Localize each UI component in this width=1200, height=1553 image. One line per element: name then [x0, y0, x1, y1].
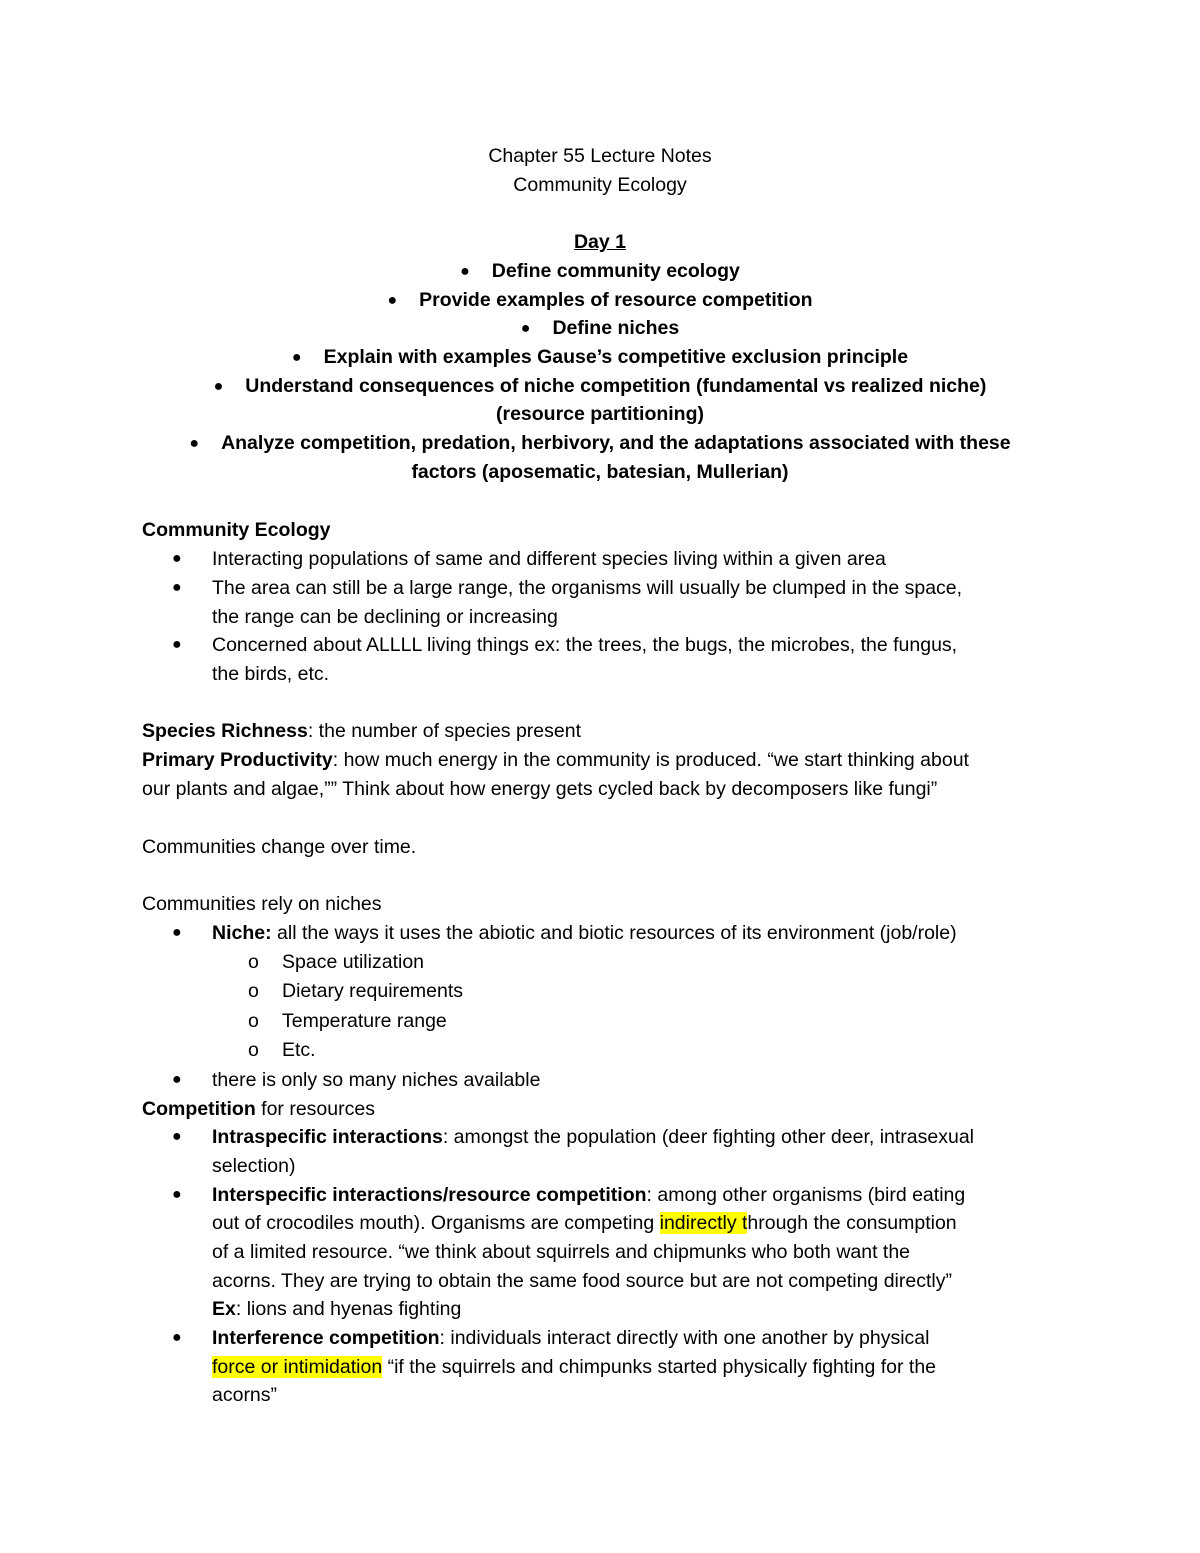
definition-text: : individuals interact directly with one another by physical: [439, 1327, 930, 1349]
objective-item: [0, 429, 1200, 460]
definition-text: : the number of species present: [307, 720, 581, 742]
day-heading-wrap: [0, 228, 1200, 257]
highlighted-text: indirectly t: [659, 1212, 748, 1234]
bullet-icon: ●: [172, 579, 182, 596]
niche-definition: [212, 919, 957, 948]
bullet-icon: ●: [172, 550, 182, 567]
heading-rest: for resources: [255, 1098, 375, 1120]
definition-text: : among other organisms (bird eating: [646, 1184, 966, 1206]
list-item: there is only so many niches available: [212, 1069, 541, 1091]
objective-item: [0, 372, 1200, 403]
list-item-intraspecific: [212, 1123, 974, 1152]
sub-list-item: Space utilization: [282, 951, 425, 973]
text: out of crocodiles mouth). Organisms are competing: [212, 1212, 660, 1234]
list-item-continuation: acorns. They are trying to obtain the same food source but are not competing directly”: [212, 1270, 952, 1292]
list-item-interspecific: [212, 1181, 965, 1210]
term: Species Richness: [142, 720, 308, 742]
bullet-icon: ●: [172, 1329, 182, 1346]
page-title: Chapter 55 Lecture Notes: [488, 145, 712, 167]
list-item: Concerned about ALLLL living things ex: the trees, the bugs, the microbes, the fungus,: [212, 634, 958, 656]
sub-bullet-icon: o: [248, 1010, 259, 1032]
list-item-continuation: the birds, etc.: [212, 663, 330, 685]
definition-text: all the ways it uses the abiotic and biotic resources of its environment (job/role): [271, 922, 957, 944]
heading-bold: Competition: [142, 1098, 256, 1120]
bullet-icon: ●: [213, 378, 224, 395]
list-item-interference: [212, 1324, 929, 1353]
objective-text: Provide examples of resource competition: [419, 289, 813, 311]
sub-list-item: Etc.: [282, 1039, 316, 1061]
list-item-continuation: selection): [212, 1155, 296, 1177]
example-line: [212, 1295, 461, 1324]
list-item-continuation: of a limited resource. “we think about squirrels and chipmunks who both want the: [212, 1241, 911, 1263]
objective-continuation: factors (aposematic, batesian, Mullerian): [411, 461, 789, 483]
bullet-icon: ●: [172, 924, 182, 941]
definition-text: : amongst the population (deer fighting other deer, intrasexual: [442, 1126, 975, 1148]
text: hrough the consumption: [747, 1212, 957, 1234]
list-item-continuation: the range can be declining or increasing: [212, 606, 558, 628]
sub-bullet-icon: o: [248, 980, 259, 1002]
section-heading-community-ecology: Community Ecology: [142, 519, 331, 541]
objective-item: [0, 286, 1200, 317]
objective-text: Explain with examples Gause’s competitive exclusion principle: [323, 346, 909, 368]
day-heading: Day 1: [573, 231, 627, 253]
objective-text: Define community ecology: [491, 260, 740, 282]
list-item-continuation: acorns”: [212, 1384, 278, 1406]
bullet-icon: ●: [291, 349, 302, 366]
definition-text: : how much energy in the community is produced. “we start thinking about: [332, 749, 969, 771]
bullet-icon: ●: [460, 263, 470, 280]
bullet-icon: ●: [189, 435, 200, 452]
term: Intraspecific interactions: [212, 1126, 443, 1148]
term: Niche:: [212, 922, 272, 944]
bullet-icon: ●: [172, 636, 182, 653]
objective-continuation: (resource partitioning): [495, 403, 705, 425]
list-item: Interacting populations of same and different species living within a given area: [212, 548, 886, 570]
bullet-icon: ●: [520, 320, 531, 337]
sub-bullet-icon: o: [248, 1039, 259, 1061]
term: Ex: [212, 1298, 236, 1320]
objective-text: Understand consequences of niche competition (fundamental vs realized niche): [245, 375, 987, 397]
bullet-icon: ●: [172, 1186, 182, 1203]
bullet-icon: ●: [172, 1128, 182, 1145]
bullet-icon: ●: [172, 1071, 182, 1088]
objective-text: Define niches: [552, 317, 680, 339]
page-subtitle: Community Ecology: [513, 174, 687, 196]
section-heading-competition: [142, 1095, 375, 1124]
objective-item: [0, 343, 1200, 374]
sub-list-item: Dietary requirements: [282, 980, 463, 1002]
statement-rely: Communities rely on niches: [142, 893, 382, 915]
list-item-continuation: [212, 1353, 936, 1382]
definition-text: : lions and hyenas fighting: [235, 1298, 462, 1320]
list-item: The area can still be a large range, the organisms will usually be clumped in the space,: [212, 577, 963, 599]
term: Interspecific interactions/resource competition: [212, 1184, 647, 1206]
definition-continuation: our plants and algae,”” Think about how energy gets cycled back by decomposers like fungi”: [142, 778, 938, 800]
highlighted-text: force or intimidation: [212, 1356, 383, 1378]
sub-bullet-icon: o: [248, 951, 259, 973]
definition-species-richness: [142, 717, 581, 746]
text: “if the squirrels and chimpunks started physically fighting for the: [382, 1356, 937, 1378]
objective-item: [0, 314, 1200, 345]
bullet-icon: ●: [387, 292, 398, 309]
objective-item: [0, 257, 1200, 288]
list-item-continuation: [212, 1209, 957, 1238]
term: Primary Productivity: [142, 749, 333, 771]
definition-primary-productivity: [142, 746, 969, 775]
sub-list-item: Temperature range: [282, 1010, 447, 1032]
term: Interference competition: [212, 1327, 440, 1349]
statement-change: Communities change over time.: [142, 836, 417, 858]
objective-text: Analyze competition, predation, herbivory, and the adaptations associated with these: [221, 432, 1011, 454]
